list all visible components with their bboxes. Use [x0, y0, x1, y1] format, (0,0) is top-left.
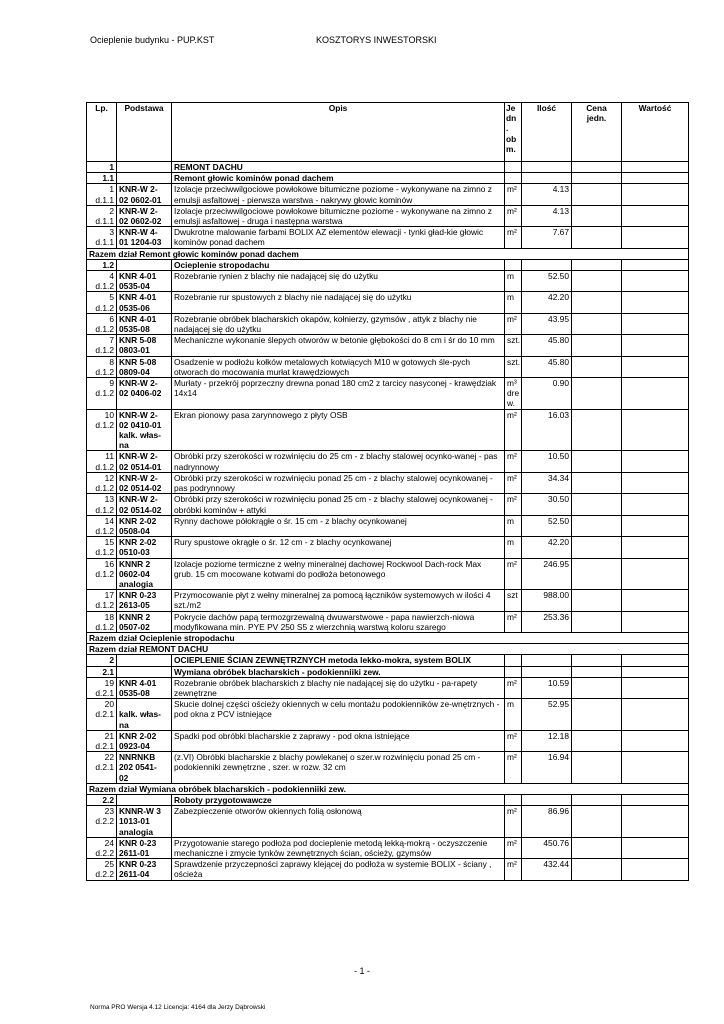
item-value [622, 227, 689, 248]
item-number: 4 d.1.2 [87, 271, 117, 292]
item-unit-price [572, 611, 622, 632]
empty-cell [572, 794, 622, 805]
table-body [87, 162, 689, 881]
item-unit-price [572, 451, 622, 472]
item-unit: m² [505, 806, 522, 838]
item-description: Przymocowanie płyt z wełny mineralnej za pomocą łączników systemowych w ilości 4 szt./m2 [172, 590, 505, 611]
item-description: Obróbki przy szerokości w rozwinięciu do 25 cm - z blachy stalowej ocynko-wanej - pas nadrynnowy [172, 451, 505, 472]
item-unit: m² [505, 558, 522, 590]
item-quantity: 7.67 [522, 227, 572, 248]
item-unit: szt. [505, 356, 522, 377]
section-total-row [87, 644, 689, 655]
empty-cell [522, 794, 572, 805]
item-unit-price [572, 313, 622, 334]
item-quantity: 4.13 [522, 205, 572, 226]
item-unit: m² [505, 611, 522, 632]
item-value [622, 537, 689, 558]
item-number: 15 d.1.2 [87, 537, 117, 558]
item-value [622, 205, 689, 226]
empty-cell [117, 162, 172, 173]
item-basis: KNR-W 2- 02 0514-01 [117, 451, 172, 472]
item-unit-price [572, 184, 622, 205]
empty-cell [505, 794, 522, 805]
item-unit: m² [505, 205, 522, 226]
section-row [87, 794, 689, 805]
item-number: 16 d.1.2 [87, 558, 117, 590]
item-number: 23 d.2.2 [87, 806, 117, 838]
item-unit: szt [505, 590, 522, 611]
table-row [87, 271, 689, 292]
item-quantity: 10.59 [522, 677, 572, 698]
item-quantity: 86.96 [522, 806, 572, 838]
item-description: Mechaniczne wykonanie ślepych otworów w betonie głębokości do 8 cm i śr do 10 mm [172, 335, 505, 356]
item-value [622, 356, 689, 377]
item-quantity: 16.03 [522, 409, 572, 451]
item-basis: KNR-W 2- 02 0514-02 [117, 494, 172, 515]
item-value [622, 313, 689, 334]
item-quantity: 246.95 [522, 558, 572, 590]
empty-cell [505, 666, 522, 677]
table-header-row [87, 103, 689, 162]
item-quantity: 0.90 [522, 378, 572, 410]
item-unit: m³ dre w. [505, 378, 522, 410]
section-number: 2.2 [87, 794, 117, 805]
item-unit: m² [505, 494, 522, 515]
table-row [87, 677, 689, 698]
empty-cell [622, 655, 689, 666]
section-title: Ocieplenie stropodachu [172, 259, 505, 270]
item-number: 13 d.1.2 [87, 494, 117, 515]
table-row [87, 859, 689, 880]
item-quantity: 10.50 [522, 451, 572, 472]
empty-cell [117, 794, 172, 805]
item-number: 20 d.2.1 [87, 699, 117, 731]
item-unit: m² [505, 227, 522, 248]
item-unit: m² [505, 677, 522, 698]
total-label: Razem dział Ocieplenie stropodachu [87, 632, 689, 643]
empty-cell [572, 259, 622, 270]
item-value [622, 837, 689, 858]
item-quantity: 34.34 [522, 472, 572, 493]
item-unit-price [572, 271, 622, 292]
item-unit: m² [505, 313, 522, 334]
empty-cell [622, 162, 689, 173]
col-podstawa: Podstawa [117, 103, 172, 162]
item-unit-price [572, 730, 622, 751]
item-unit-price [572, 752, 622, 784]
empty-cell [522, 666, 572, 677]
item-number: 9 d.1.2 [87, 378, 117, 410]
empty-cell [505, 259, 522, 270]
item-basis: KNR 2-02 0510-03 [117, 537, 172, 558]
item-number: 6 d.1.2 [87, 313, 117, 334]
item-basis: KNR 2-02 0923-04 [117, 730, 172, 751]
empty-cell [117, 655, 172, 666]
section-title: OCIEPLENIE ŚCIAN ZEWNĘTRZNYCH metoda lekko-mokra, system BOLIX [172, 655, 505, 666]
empty-cell [622, 666, 689, 677]
section-number: 1.1 [87, 173, 117, 184]
item-description: Izolacje przeciwwilgociowe powłokowe bitumiczne poziome - wykonywane na zimno z emulsji asfaltowej - druga i następna warstwa [172, 205, 505, 226]
item-number: 10 d.1.2 [87, 409, 117, 451]
col-lp: Lp. [87, 103, 117, 162]
table-row [87, 184, 689, 205]
item-unit-price [572, 409, 622, 451]
page-number: - 1 - [353, 966, 370, 976]
item-description: (z.VI) Obróbki blacharskie z blachy powlekanej o szer.w rozwinięciu ponad 25 cm - podokienniki zewnętrzne , szer. w rozw. 32 cm [172, 752, 505, 784]
empty-cell [522, 655, 572, 666]
item-unit-price [572, 806, 622, 838]
item-basis: KNR 2-02 0508-04 [117, 515, 172, 536]
item-basis: KNR 0-23 2611-04 [117, 859, 172, 880]
item-number: 21 d.2.1 [87, 730, 117, 751]
table-row [87, 205, 689, 226]
item-basis: KNR 4-01 0535-08 [117, 313, 172, 334]
section-total-row [87, 248, 689, 259]
empty-cell [117, 259, 172, 270]
table-row [87, 292, 689, 313]
table-row [87, 494, 689, 515]
item-basis: KNR 0-23 2611-01 [117, 837, 172, 858]
item-unit-price [572, 859, 622, 880]
item-description: Zabezpieczenie otworów okiennych folią osłonową [172, 806, 505, 838]
item-number: 19 d.2.1 [87, 677, 117, 698]
item-unit-price [572, 472, 622, 493]
table-row [87, 806, 689, 838]
item-unit: m [505, 292, 522, 313]
item-description: Obróbki przy szerokości w rozwinięciu ponad 25 cm - z blachy stalowej ocynkowanej -obróbki kominów + attyki [172, 494, 505, 515]
item-value [622, 730, 689, 751]
item-description: Ekran pionowy pasa zarynnowego z płyty OSB [172, 409, 505, 451]
item-value [622, 335, 689, 356]
item-basis: KNR-W 2- 02 0602-01 [117, 184, 172, 205]
total-label: Razem dział REMONT DACHU [87, 644, 689, 655]
item-description: Rozebranie obróbek blacharskich okapów, kołnierzy, gzymsów , attyk z blachy nie nadającej się do użytku [172, 313, 505, 334]
item-basis: KNNR-W 3 1013-01 analogia [117, 806, 172, 838]
item-quantity: 52.50 [522, 515, 572, 536]
empty-cell [117, 173, 172, 184]
item-value [622, 699, 689, 731]
item-number: 25 d.2.2 [87, 859, 117, 880]
document-title: Ocieplenie budynku - PUP.KST [90, 35, 215, 45]
item-unit: m² [505, 451, 522, 472]
item-value [622, 271, 689, 292]
section-number: 2 [87, 655, 117, 666]
table-row [87, 409, 689, 451]
item-value [622, 677, 689, 698]
col-cena: Cena jedn. [572, 103, 622, 162]
empty-cell [522, 162, 572, 173]
item-description: Murłaty - przekrój poprzeczny drewna ponad 180 cm2 z tarcicy nasyconej - krawędziak 14x14 [172, 378, 505, 410]
table-row [87, 837, 689, 858]
item-value [622, 184, 689, 205]
item-number: 1 d.1.1 [87, 184, 117, 205]
empty-cell [622, 259, 689, 270]
table-row [87, 313, 689, 334]
item-description: Rozebranie rynien z blachy nie nadającej się do użytku [172, 271, 505, 292]
item-value [622, 590, 689, 611]
empty-cell [572, 666, 622, 677]
col-wartosc: Wartość [622, 103, 689, 162]
item-quantity: 988.00 [522, 590, 572, 611]
item-description: Osadzenie w podłożu kołków metalowych kotwiących M10 w gotowych śle-pych otworach do mocowania murłat krawędziowych [172, 356, 505, 377]
table-row [87, 699, 689, 731]
item-unit: m [505, 515, 522, 536]
item-value [622, 611, 689, 632]
section-row [87, 655, 689, 666]
item-value [622, 494, 689, 515]
section-row [87, 173, 689, 184]
item-description: Pokrycie dachów papą termozgrzewalną dwuwarstwowe - papa nawierzch-niowa modyfikowana min. PYE PV 250 S5 z wierzchnią warstwą koloru szarego [172, 611, 505, 632]
item-unit-price [572, 205, 622, 226]
empty-cell [505, 173, 522, 184]
empty-cell [622, 173, 689, 184]
item-basis: KNR 0-23 2613-05 [117, 590, 172, 611]
section-title: Remont głowic kominów ponad dachem [172, 173, 505, 184]
item-number: 8 d.1.2 [87, 356, 117, 377]
item-quantity: 52.95 [522, 699, 572, 731]
item-unit-price [572, 494, 622, 515]
item-value [622, 752, 689, 784]
section-number: 1.2 [87, 259, 117, 270]
table-row [87, 472, 689, 493]
col-ilosc: Ilość [522, 103, 572, 162]
item-unit: m² [505, 837, 522, 858]
item-number: 5 d.1.2 [87, 292, 117, 313]
item-unit-price [572, 356, 622, 377]
item-value [622, 515, 689, 536]
item-number: 11 d.1.2 [87, 451, 117, 472]
item-unit: m² [505, 184, 522, 205]
item-number: 22 d.2.1 [87, 752, 117, 784]
item-description: Przygotowanie starego podłoża pod docieplenie metodą lekką-mokrą - oczyszczenie mechaniczne i zmycie tynków zewnętrznych ścian, ościeży, gzymsów [172, 837, 505, 858]
item-unit-price [572, 515, 622, 536]
empty-cell [572, 173, 622, 184]
item-basis: KNR-W 2- 02 0410-01 kalk. włas- na [117, 409, 172, 451]
section-title: Roboty przygotowawcze [172, 794, 505, 805]
table-row [87, 335, 689, 356]
item-description: Izolacje przeciwwilgociowe powłokowe bitumiczne poziome - wykonywane na zimno z emulsji asfaltowej - pierwsza warstwa - nakrywy głowic kominów [172, 184, 505, 205]
item-value [622, 451, 689, 472]
cost-estimate-table [86, 102, 689, 881]
item-quantity: 43.95 [522, 313, 572, 334]
item-unit: m [505, 537, 522, 558]
item-basis: KNR-W 2- 02 0514-02 [117, 472, 172, 493]
section-total-row [87, 632, 689, 643]
item-unit: m² [505, 859, 522, 880]
empty-cell [505, 162, 522, 173]
item-number: 3 d.1.1 [87, 227, 117, 248]
item-number: 24 d.2.2 [87, 837, 117, 858]
section-number: 1 [87, 162, 117, 173]
item-description: Rozebranie rur spustowych z blachy nie nadającej się do użytku [172, 292, 505, 313]
item-quantity: 45.80 [522, 335, 572, 356]
item-basis: NNRNKB 202 0541- 02 [117, 752, 172, 784]
table-row [87, 752, 689, 784]
item-unit-price [572, 590, 622, 611]
empty-cell [522, 173, 572, 184]
item-quantity: 42.20 [522, 292, 572, 313]
total-label: Razem dział Remont głowic kominów ponad dachem [87, 248, 689, 259]
item-description: Sprawdzenie przyczepności zaprawy klejącej do podłoża w systemie BOLIX - ściany , ościeża [172, 859, 505, 880]
item-basis: KNR 4-01 0535-06 [117, 292, 172, 313]
item-unit-price [572, 378, 622, 410]
item-value [622, 558, 689, 590]
item-unit-price [572, 677, 622, 698]
col-opis: Opis [172, 103, 505, 162]
item-number: 2 d.1.1 [87, 205, 117, 226]
item-description: Izolacje poziome termiczne z wełny mineralnej dachowej Rockwool Dach-rock Max grub. 15 cm mocowane kotwami do podłoża betonowego [172, 558, 505, 590]
item-description: Skucie dolnej części ościeży okiennych w celu montażu podokienników ze-wnętrznych - pod okna z PCV istniejące [172, 699, 505, 731]
section-row [87, 666, 689, 677]
item-value [622, 292, 689, 313]
empty-cell [505, 655, 522, 666]
item-quantity: 16.94 [522, 752, 572, 784]
item-unit-price [572, 537, 622, 558]
item-description: Obróbki przy szerokości w rozwinięciu ponad 25 cm - z blachy stalowej ocynkowanej - pas podrynnowy [172, 472, 505, 493]
document-type: KOSZTORYS INWESTORSKI [316, 35, 437, 45]
item-basis: KNR-W 2- 02 0602-02 [117, 205, 172, 226]
item-description: Spadki pod obróbki blacharskie z zaprawy - pod okna istniejące [172, 730, 505, 751]
item-description: Rynny dachowe półokrągłe o śr. 15 cm - z blachy ocynkowanej [172, 515, 505, 536]
item-quantity: 253.36 [522, 611, 572, 632]
item-unit: m [505, 699, 522, 731]
section-row [87, 259, 689, 270]
section-title: Wymiana obróbek blacharskich - podokienniiki zew. [172, 666, 505, 677]
item-basis: KNR 5-08 0809-04 [117, 356, 172, 377]
item-basis: KNNR 2 0507-02 [117, 611, 172, 632]
item-basis: KNR 4-01 0535-04 [117, 271, 172, 292]
item-quantity: 450.76 [522, 837, 572, 858]
item-quantity: 30.50 [522, 494, 572, 515]
item-unit-price [572, 335, 622, 356]
table-row [87, 227, 689, 248]
section-row [87, 162, 689, 173]
item-value [622, 378, 689, 410]
section-number: 2.1 [87, 666, 117, 677]
item-quantity: 12.18 [522, 730, 572, 751]
item-description: Dwukrotne malowanie farbami BOLIX AZ elementów elewacji - tynki gład-kie głowic kominów ponad dachem [172, 227, 505, 248]
empty-cell [572, 655, 622, 666]
item-description: Rury spustowe okrągłe o śr. 12 cm - z blachy ocynkowanej [172, 537, 505, 558]
table-row [87, 611, 689, 632]
item-unit: m² [505, 730, 522, 751]
item-number: 12 d.1.2 [87, 472, 117, 493]
software-footer: Norma PRO Wersja 4.12 Licencja: 4164 dla Jerzy Dąbrowski [90, 1004, 266, 1011]
empty-cell [522, 259, 572, 270]
item-unit: m² [505, 472, 522, 493]
table-row [87, 558, 689, 590]
col-jedn: Je dn . ob m. [505, 103, 522, 162]
item-quantity: 45.80 [522, 356, 572, 377]
item-unit-price [572, 558, 622, 590]
item-unit-price [572, 227, 622, 248]
table-row [87, 515, 689, 536]
item-number: 18 d.1.2 [87, 611, 117, 632]
item-value [622, 409, 689, 451]
empty-cell [622, 794, 689, 805]
item-basis: KNR-W 2- 02 0406-02 [117, 378, 172, 410]
empty-cell [117, 666, 172, 677]
item-basis: kalk. włas- na [117, 699, 172, 731]
item-unit-price [572, 292, 622, 313]
item-value [622, 806, 689, 838]
section-total-row [87, 783, 689, 794]
item-unit: m² [505, 752, 522, 784]
item-unit: m² [505, 409, 522, 451]
item-unit: szt. [505, 335, 522, 356]
item-quantity: 42.20 [522, 537, 572, 558]
item-quantity: 432.44 [522, 859, 572, 880]
item-basis: KNNR 2 0602-04 analogia [117, 558, 172, 590]
item-unit: m [505, 271, 522, 292]
table-row [87, 590, 689, 611]
item-number: 17 d.1.2 [87, 590, 117, 611]
item-basis: KNR-W 4- 01 1204-03 [117, 227, 172, 248]
table-row [87, 537, 689, 558]
item-number: 7 d.1.2 [87, 335, 117, 356]
item-quantity: 52.50 [522, 271, 572, 292]
total-label: Razem dział Wymiana obróbek blacharskich - podokienniiki zew. [87, 783, 689, 794]
item-value [622, 472, 689, 493]
item-unit-price [572, 699, 622, 731]
item-description: Rozebranie obróbek blacharskich z blachy nie nadającej się do użytku - pa-rapety zewnętrzne [172, 677, 505, 698]
section-title: REMONT DACHU [172, 162, 505, 173]
empty-cell [572, 162, 622, 173]
item-value [622, 859, 689, 880]
item-unit-price [572, 837, 622, 858]
item-basis: KNR 5-08 0803-01 [117, 335, 172, 356]
table-row [87, 730, 689, 751]
table-row [87, 356, 689, 377]
table-row [87, 378, 689, 410]
item-quantity: 4.13 [522, 184, 572, 205]
item-number: 14 d.1.2 [87, 515, 117, 536]
item-basis: KNR 4-01 0535-08 [117, 677, 172, 698]
table-row [87, 451, 689, 472]
